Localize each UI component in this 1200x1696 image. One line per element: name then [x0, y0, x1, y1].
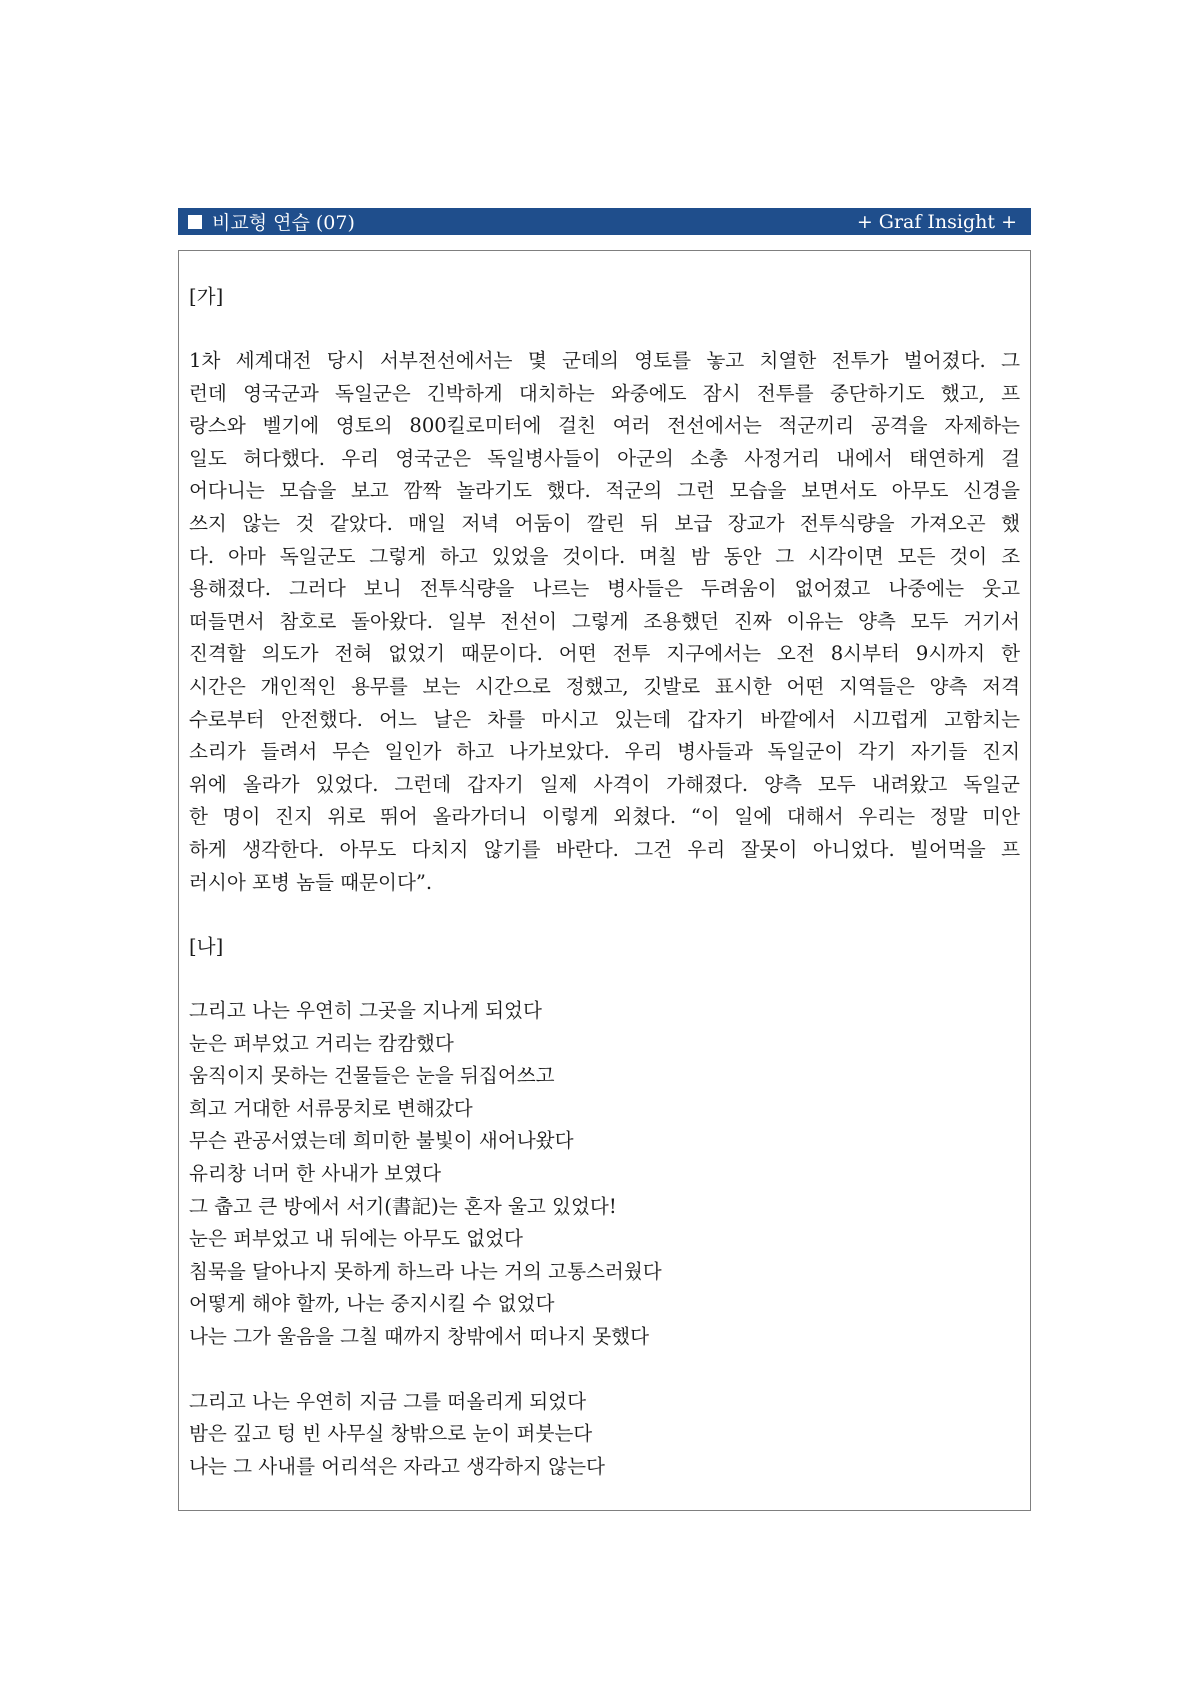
- paragraph-line: 진격할 의도가 전혀 없었기 때문이다. 어떤 전투 지구에서는 오전 8시부터 9시까지 한: [189, 642, 1020, 666]
- paragraph-line: 시간은 개인적인 용무를 보는 시간으로 정했고, 깃발로 표시한 어떤 지역들은 양측 저격: [189, 674, 1020, 698]
- paragraph-line: 한 명이 진지 위로 뛰어 올라가더니 이렇게 외쳤다. “이 일에 대해서 우리는 정말 미안: [189, 805, 1020, 829]
- paragraph-line: 떠들면서 참호로 돌아왔다. 일부 전선이 그렇게 조용했던 진짜 이유는 양측 모두 거기서: [189, 609, 1020, 633]
- paragraph-line: 랑스와 벨기에 영토의 800킬로미터에 걸친 여러 전선에서는 적군끼리 공격을 자제하는: [189, 414, 1020, 438]
- poem-line: 눈은 퍼부었고 내 뒤에는 아무도 없었다: [189, 1227, 523, 1251]
- poem-line: 눈은 퍼부었고 거리는 캄캄했다: [189, 1031, 454, 1055]
- poem-line: 그 춥고 큰 방에서 서기(書記)는 혼자 울고 있었다!: [189, 1194, 617, 1218]
- paragraph-line: 쓰지 않는 것 같았다. 매일 저녁 어둠이 깔린 뒤 보급 장교가 전투식량을 가져오곤 했: [189, 511, 1020, 535]
- section-a-label: [가]: [189, 285, 224, 308]
- poem-stanza-2: [189, 1386, 1020, 1484]
- poem-line: 그리고 나는 우연히 지금 그를 떠올리게 되었다: [189, 1389, 586, 1413]
- poem-stanza-1: [189, 995, 1020, 1354]
- paragraph-line: 러시아 포병 놈들 때문이다”.: [189, 870, 433, 894]
- spacer: [189, 1354, 1020, 1386]
- paragraph-line: 일도 허다했다. 우리 영국군은 독일병사들이 아군의 소총 사정거리 내에서 태연하게 걸: [189, 446, 1020, 470]
- poem-line: 나는 그가 울음을 그칠 때까지 창밖에서 떠나지 못했다: [189, 1325, 650, 1349]
- section-a-paragraph: [189, 345, 1020, 899]
- paragraph-line: 용해졌다. 그러다 보니 전투식량을 나르는 병사들은 두려움이 없어졌고 나중에는 웃고: [189, 577, 1020, 601]
- paragraph-line: 위에 올라가 있었다. 그런데 갑자기 일제 사격이 가해졌다. 양측 모두 내려왔고 독일군: [189, 772, 1020, 796]
- poem-line: 무슨 관공서였는데 희미한 불빛이 새어나왔다: [189, 1129, 574, 1153]
- paragraph-line: 소리가 들려서 무슨 일인가 하고 나가보았다. 우리 병사들과 독일군이 각기 자기들 진지: [189, 740, 1020, 764]
- header-title: 비교형 연습 (07): [212, 212, 355, 234]
- spacer: [189, 899, 1020, 931]
- poem-line: 침묵을 달아나지 못하게 하느라 나는 거의 고통스러웠다: [189, 1259, 662, 1283]
- spacer: [189, 313, 1020, 345]
- spacer: [189, 963, 1020, 995]
- content-box: [178, 250, 1031, 1511]
- paragraph-line: 수로부터 안전했다. 어느 날은 차를 마시고 있는데 갑자기 바깥에서 시끄럽게 고함치는: [189, 707, 1020, 731]
- poem-line: 밤은 깊고 텅 빈 사무실 창밖으로 눈이 퍼붓는다: [189, 1422, 593, 1446]
- poem-line: 움직이지 못하는 건물들은 눈을 뒤집어쓰고: [189, 1064, 555, 1088]
- poem-line: 희고 거대한 서류뭉치로 변해갔다: [189, 1096, 473, 1120]
- poem-line: 나는 그 사내를 어리석은 자라고 생각하지 않는다: [189, 1454, 605, 1478]
- poem-line: 유리창 너머 한 사내가 보였다: [189, 1162, 442, 1186]
- header-brand: + Graf Insight +: [856, 210, 1017, 233]
- paragraph-line: 다. 아마 독일군도 그렇게 하고 있었을 것이다. 며칠 밤 동안 그 시각이면 모든 것이 조: [189, 544, 1020, 568]
- paragraph-line: 어다니는 모습을 보고 깜짝 놀라기도 했다. 적군의 그런 모습을 보면서도 아무도 신경을: [189, 479, 1020, 503]
- paragraph-line: 1차 세계대전 당시 서부전선에서는 몇 군데의 영토를 놓고 치열한 전투가 벌어졌다. 그: [189, 349, 1020, 372]
- section-b-label: [나]: [189, 935, 224, 959]
- paragraph-line: 런데 영국군과 독일군은 긴박하게 대치하는 와중에도 잠시 전투를 중단하기도 했고, 프: [189, 381, 1020, 405]
- header-left: [188, 208, 355, 235]
- poem-line: 어떻게 해야 할까, 나는 중지시킬 수 없었다: [189, 1292, 555, 1316]
- paragraph-line: 하게 생각한다. 아무도 다치지 않기를 바란다. 그건 우리 잘못이 아니었다. 빌어먹을 프: [189, 837, 1020, 861]
- poem-line: 그리고 나는 우연히 그곳을 지나게 되었다: [189, 999, 542, 1023]
- header-bar: [178, 208, 1031, 235]
- square-icon: [188, 215, 202, 229]
